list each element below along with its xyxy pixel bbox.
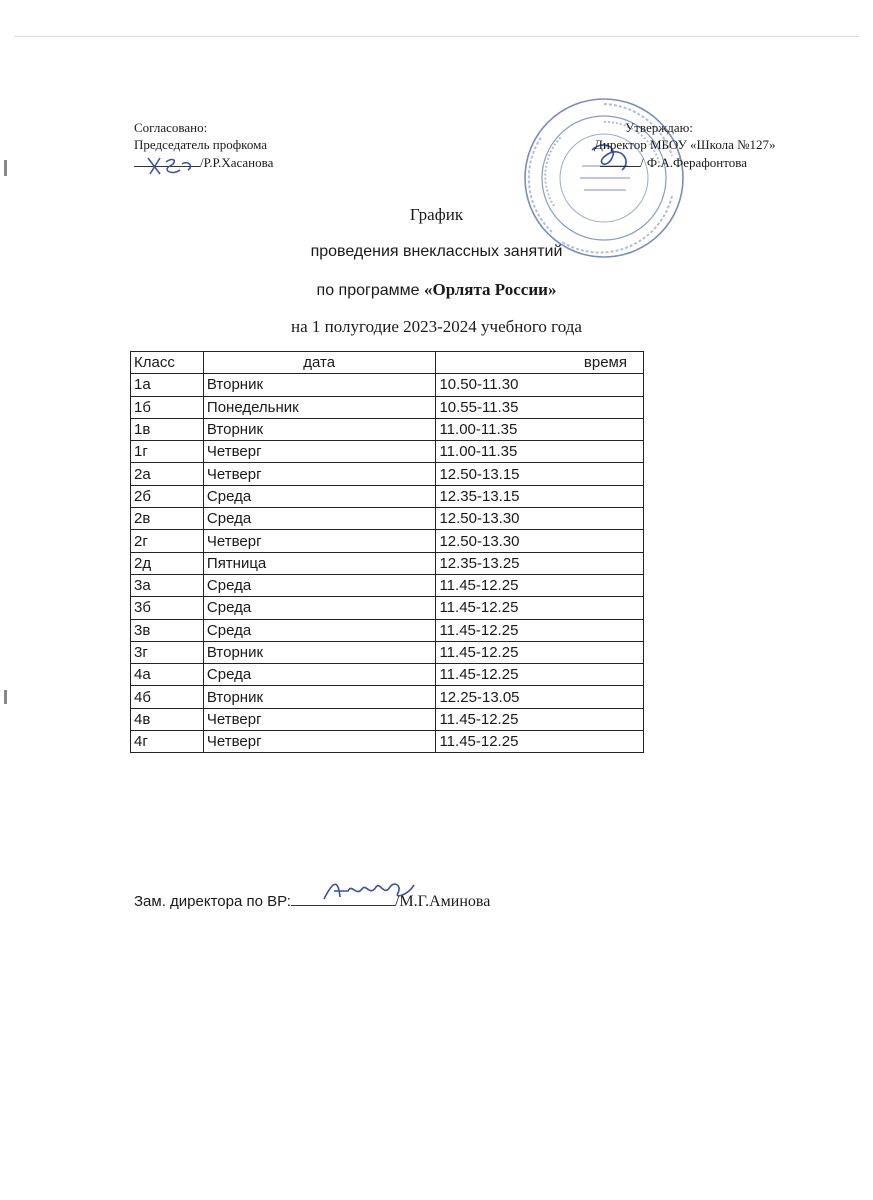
cell-class: 2д xyxy=(131,552,204,574)
cell-time: 11.45-12.25 xyxy=(436,597,644,619)
cell-class: 3б xyxy=(131,597,204,619)
column-header-date: дата xyxy=(203,352,436,374)
document-subtitle: проведения внеклассных занятий xyxy=(310,243,563,260)
approved-label: Утверждаю: xyxy=(625,120,693,135)
table-row xyxy=(131,619,644,641)
approved-block xyxy=(594,119,776,171)
table-row xyxy=(131,552,644,574)
table-row xyxy=(131,664,644,686)
cell-class: 3г xyxy=(131,641,204,663)
cell-class: 1б xyxy=(131,396,204,418)
table-header-row xyxy=(131,352,644,374)
cell-class: 2а xyxy=(131,463,204,485)
agreed-block xyxy=(134,119,273,171)
column-header-class: Класс xyxy=(131,352,204,374)
cell-time: 11.45-12.25 xyxy=(436,731,644,753)
cell-day: Среда xyxy=(203,485,436,507)
cell-class: 1а xyxy=(131,374,204,396)
cell-time: 12.35-13.15 xyxy=(436,485,644,507)
cell-class: 2б xyxy=(131,485,204,507)
signature-underline xyxy=(134,153,200,167)
deputy-label: Зам. директора по ВР: xyxy=(134,893,291,910)
cell-time: 11.45-12.25 xyxy=(436,619,644,641)
table-row xyxy=(131,396,644,418)
cell-class: 2в xyxy=(131,508,204,530)
cell-day: Четверг xyxy=(203,463,436,485)
cell-time: 10.55-11.35 xyxy=(436,396,644,418)
column-header-time: время xyxy=(436,352,644,374)
schedule-table xyxy=(130,351,644,753)
approved-signature-line xyxy=(594,153,776,171)
agreed-position: Председатель профкома xyxy=(134,137,267,152)
cell-class: 4г xyxy=(131,731,204,753)
table-row xyxy=(131,597,644,619)
table-row xyxy=(131,441,644,463)
cell-time: 12.50-13.30 xyxy=(436,508,644,530)
approved-name: / Ф.А.Ферафонтова xyxy=(640,155,747,170)
cell-class: 3в xyxy=(131,619,204,641)
cell-class: 1г xyxy=(131,441,204,463)
table-row xyxy=(131,574,644,596)
cell-time: 12.50-13.15 xyxy=(436,463,644,485)
table-row xyxy=(131,418,644,440)
agreed-signature-line xyxy=(134,153,273,171)
scan-edge-mark xyxy=(4,690,7,704)
cell-class: 4в xyxy=(131,708,204,730)
program-line xyxy=(0,280,873,300)
table-row xyxy=(131,530,644,552)
cell-day: Понедельник xyxy=(203,396,436,418)
document-title: График xyxy=(409,205,464,224)
table-row xyxy=(131,686,644,708)
cell-class: 4а xyxy=(131,664,204,686)
cell-class: 4б xyxy=(131,686,204,708)
cell-time: 12.25-13.05 xyxy=(436,686,644,708)
cell-day: Среда xyxy=(203,597,436,619)
table-row xyxy=(131,731,644,753)
table-row xyxy=(131,508,644,530)
cell-time: 11.00-11.35 xyxy=(436,441,644,463)
program-name: «Орлята России» xyxy=(424,280,557,299)
table-row xyxy=(131,485,644,507)
table-row xyxy=(131,641,644,663)
cell-day: Четверг xyxy=(203,530,436,552)
cell-day: Четверг xyxy=(203,731,436,753)
program-prefix: по программе xyxy=(316,282,420,299)
cell-day: Пятница xyxy=(203,552,436,574)
cell-time: 11.45-12.25 xyxy=(436,641,644,663)
cell-day: Четверг xyxy=(203,441,436,463)
cell-day: Вторник xyxy=(203,374,436,396)
signature-underline xyxy=(600,153,640,167)
cell-day: Среда xyxy=(203,574,436,596)
cell-time: 10.50-11.30 xyxy=(436,374,644,396)
deputy-signature-block xyxy=(134,890,490,911)
cell-day: Вторник xyxy=(203,686,436,708)
agreed-name: /Р.Р.Хасанова xyxy=(200,155,274,170)
table-row xyxy=(131,463,644,485)
period-line: на 1 полугодие 2023-2024 учебного года xyxy=(291,317,582,336)
cell-time: 11.45-12.25 xyxy=(436,708,644,730)
cell-class: 3а xyxy=(131,574,204,596)
cell-class: 1в xyxy=(131,418,204,440)
cell-class: 2г xyxy=(131,530,204,552)
scan-edge-mark xyxy=(4,160,7,176)
deputy-name: /М.Г.Аминова xyxy=(394,893,491,910)
agreed-label: Согласовано: xyxy=(134,120,208,135)
cell-time: 11.45-12.25 xyxy=(436,664,644,686)
signature-underline xyxy=(291,890,395,906)
approved-position: Директор МБОУ «Школа №127» xyxy=(594,137,776,152)
table-row xyxy=(131,708,644,730)
table-row xyxy=(131,374,644,396)
cell-day: Вторник xyxy=(203,641,436,663)
page-top-border xyxy=(14,36,859,37)
cell-day: Среда xyxy=(203,619,436,641)
cell-day: Вторник xyxy=(203,418,436,440)
table-body xyxy=(131,374,644,753)
cell-day: Четверг xyxy=(203,708,436,730)
cell-time: 11.00-11.35 xyxy=(436,418,644,440)
cell-time: 11.45-12.25 xyxy=(436,574,644,596)
cell-day: Среда xyxy=(203,664,436,686)
cell-time: 12.50-13.30 xyxy=(436,530,644,552)
cell-time: 12.35-13.25 xyxy=(436,552,644,574)
cell-day: Среда xyxy=(203,508,436,530)
